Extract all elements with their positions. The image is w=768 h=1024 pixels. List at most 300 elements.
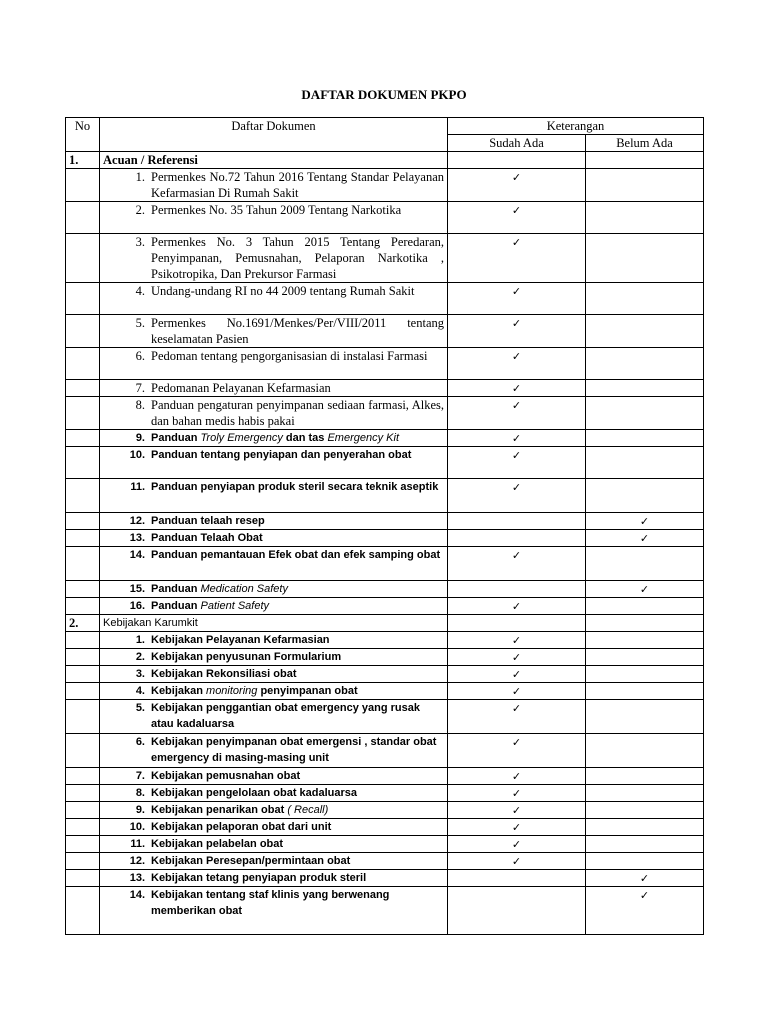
belum-ada-cell bbox=[586, 666, 704, 683]
item-number: 7. bbox=[135, 770, 145, 782]
sudah-ada-cell bbox=[448, 632, 586, 649]
table-row bbox=[66, 768, 704, 785]
item-text-part: Emergency Kit bbox=[327, 432, 399, 444]
row-document-cell bbox=[100, 632, 448, 649]
list-item bbox=[103, 169, 444, 201]
section-sudah-cell bbox=[448, 615, 586, 632]
belum-ada-cell bbox=[586, 581, 704, 598]
row-no-cell bbox=[66, 202, 100, 234]
table-row bbox=[66, 802, 704, 819]
row-document-cell bbox=[100, 666, 448, 683]
row-no-cell bbox=[66, 380, 100, 397]
list-item bbox=[103, 530, 444, 546]
row-document-cell bbox=[100, 397, 448, 430]
sudah-ada-cell bbox=[448, 283, 586, 315]
section-title: Kebijakan Karumkit bbox=[100, 615, 448, 632]
row-no-cell bbox=[66, 348, 100, 380]
row-no-cell bbox=[66, 581, 100, 598]
row-document-cell bbox=[100, 853, 448, 870]
list-item bbox=[103, 870, 444, 886]
list-item bbox=[103, 598, 444, 614]
item-number: 5. bbox=[135, 316, 145, 330]
table-row bbox=[66, 169, 704, 202]
item-text: Kebijakan penyimpanan obat emergensi , standar obat emergency di masing-masing unit bbox=[151, 736, 437, 764]
belum-ada-cell bbox=[586, 430, 704, 447]
table-row bbox=[66, 700, 704, 734]
table-row bbox=[66, 547, 704, 581]
sudah-ada-cell bbox=[448, 887, 586, 935]
item-text: Kebijakan tentang staf klinis yang berwenang memberikan obat bbox=[151, 889, 390, 917]
row-document-cell bbox=[100, 598, 448, 615]
item-text-part: Kebijakan bbox=[151, 685, 207, 697]
belum-ada-cell bbox=[586, 632, 704, 649]
sudah-ada-cell bbox=[448, 380, 586, 397]
item-text: Panduan Telaah Obat bbox=[151, 532, 263, 544]
item-text-part: penyimpanan obat bbox=[257, 685, 358, 697]
table-row bbox=[66, 632, 704, 649]
list-item bbox=[103, 666, 444, 682]
row-document-cell bbox=[100, 348, 448, 380]
belum-ada-cell bbox=[586, 202, 704, 234]
item-text: Panduan telaah resep bbox=[151, 515, 265, 527]
check-mark-icon: ✓ bbox=[511, 481, 522, 494]
section-row bbox=[66, 152, 704, 169]
table-row bbox=[66, 683, 704, 700]
sudah-ada-cell bbox=[448, 598, 586, 615]
sudah-ada-cell bbox=[448, 700, 586, 734]
item-number: 11. bbox=[130, 481, 145, 493]
belum-ada-cell bbox=[586, 802, 704, 819]
table-row bbox=[66, 380, 704, 397]
table-row bbox=[66, 598, 704, 615]
row-no-cell bbox=[66, 397, 100, 430]
check-mark-icon: ✓ bbox=[511, 432, 522, 445]
table-row bbox=[66, 666, 704, 683]
item-number: 8. bbox=[135, 398, 145, 412]
table-row bbox=[66, 581, 704, 598]
row-document-cell bbox=[100, 315, 448, 348]
section-belum-cell bbox=[586, 615, 704, 632]
check-mark-icon: ✓ bbox=[639, 583, 650, 596]
belum-ada-cell bbox=[586, 447, 704, 479]
item-number: 4. bbox=[135, 685, 145, 697]
table-row bbox=[66, 397, 704, 430]
table-row bbox=[66, 836, 704, 853]
row-document-cell bbox=[100, 649, 448, 666]
sudah-ada-cell bbox=[448, 819, 586, 836]
sudah-ada-cell bbox=[448, 666, 586, 683]
list-item bbox=[103, 802, 444, 818]
check-mark-icon: ✓ bbox=[639, 532, 650, 545]
item-number: 8. bbox=[135, 787, 145, 799]
check-mark-icon: ✓ bbox=[511, 855, 522, 868]
belum-ada-cell bbox=[586, 649, 704, 666]
belum-ada-cell bbox=[586, 836, 704, 853]
sudah-ada-cell bbox=[448, 315, 586, 348]
table-row bbox=[66, 315, 704, 348]
check-mark-icon: ✓ bbox=[511, 804, 522, 817]
row-no-cell bbox=[66, 853, 100, 870]
row-document-cell bbox=[100, 683, 448, 700]
row-no-cell bbox=[66, 785, 100, 802]
belum-ada-cell bbox=[586, 683, 704, 700]
row-no-cell bbox=[66, 700, 100, 734]
row-document-cell bbox=[100, 380, 448, 397]
sudah-ada-cell bbox=[448, 169, 586, 202]
check-mark-icon: ✓ bbox=[639, 889, 650, 902]
row-document-cell bbox=[100, 887, 448, 935]
row-document-cell bbox=[100, 202, 448, 234]
item-text-part: monitoring bbox=[206, 685, 258, 697]
item-number: 6. bbox=[135, 736, 145, 748]
list-item bbox=[103, 479, 444, 495]
row-no-cell bbox=[66, 598, 100, 615]
list-item bbox=[103, 234, 444, 282]
table-row bbox=[66, 283, 704, 315]
item-number: 16. bbox=[129, 600, 145, 612]
item-text-part: Panduan bbox=[151, 432, 201, 444]
check-mark-icon: ✓ bbox=[511, 668, 522, 681]
sudah-ada-cell bbox=[448, 649, 586, 666]
sudah-ada-cell bbox=[448, 853, 586, 870]
row-no-cell bbox=[66, 819, 100, 836]
table-row bbox=[66, 430, 704, 447]
item-text: Permenkes No.72 Tahun 2016 Tentang Standar Pelayanan Kefarmasian Di Rumah Sakit bbox=[151, 170, 444, 200]
list-item bbox=[103, 734, 444, 766]
item-text: Pedoman tentang pengorganisasian di instalasi Farmasi bbox=[151, 349, 428, 363]
item-text: Permenkes No. 3 Tahun 2015 Tentang Peredaran, Penyimpanan, Pemusnahan, Pelaporan Narkotika , Psikotropika, Dan Prekursor Farmasi bbox=[151, 235, 444, 281]
check-mark-icon: ✓ bbox=[639, 872, 650, 885]
row-document-cell bbox=[100, 430, 448, 447]
item-number: 5. bbox=[135, 702, 145, 714]
item-text: Panduan pemantauan Efek obat dan efek samping obat bbox=[151, 549, 441, 561]
table-row bbox=[66, 853, 704, 870]
check-mark-icon: ✓ bbox=[511, 204, 522, 217]
item-text: Panduan pengaturan penyimpanan sediaan farmasi, Alkes, dan bahan medis habis pakai bbox=[151, 398, 444, 428]
item-number: 13. bbox=[129, 532, 145, 544]
table-row bbox=[66, 887, 704, 935]
list-item bbox=[103, 397, 444, 429]
row-no-cell bbox=[66, 802, 100, 819]
row-document-cell bbox=[100, 870, 448, 887]
belum-ada-cell bbox=[586, 547, 704, 581]
item-text: Kebijakan Rekonsiliasi obat bbox=[151, 668, 297, 680]
item-text-part: Patient Safety bbox=[200, 600, 270, 612]
row-no-cell bbox=[66, 169, 100, 202]
section-sudah-cell bbox=[448, 152, 586, 169]
item-text: Kebijakan Peresepan/permintaan obat bbox=[151, 855, 351, 867]
item-number: 9. bbox=[135, 804, 145, 816]
check-mark-icon: ✓ bbox=[511, 399, 522, 412]
item-number: 2. bbox=[135, 203, 145, 217]
item-number: 9. bbox=[135, 432, 145, 444]
sudah-ada-cell bbox=[448, 802, 586, 819]
sudah-ada-cell bbox=[448, 447, 586, 479]
check-mark-icon: ✓ bbox=[511, 787, 522, 800]
document-table bbox=[65, 117, 704, 935]
sudah-ada-cell bbox=[448, 234, 586, 283]
sudah-ada-cell bbox=[448, 348, 586, 380]
row-document-cell bbox=[100, 513, 448, 530]
table-row bbox=[66, 447, 704, 479]
header-belum-ada: Belum Ada bbox=[586, 135, 704, 152]
list-item bbox=[103, 547, 444, 563]
belum-ada-cell bbox=[586, 530, 704, 547]
check-mark-icon: ✓ bbox=[511, 736, 522, 749]
check-mark-icon: ✓ bbox=[511, 685, 522, 698]
belum-ada-cell bbox=[586, 513, 704, 530]
belum-ada-cell bbox=[586, 380, 704, 397]
row-document-cell bbox=[100, 785, 448, 802]
table-row bbox=[66, 734, 704, 768]
belum-ada-cell bbox=[586, 768, 704, 785]
table-row bbox=[66, 530, 704, 547]
item-text-part: ( Recall) bbox=[287, 804, 329, 816]
belum-ada-cell bbox=[586, 348, 704, 380]
list-item bbox=[103, 430, 444, 446]
belum-ada-cell bbox=[586, 819, 704, 836]
check-mark-icon: ✓ bbox=[511, 821, 522, 834]
row-document-cell bbox=[100, 819, 448, 836]
row-no-cell bbox=[66, 283, 100, 315]
item-number: 11. bbox=[130, 838, 145, 850]
item-text: Permenkes No.1691/Menkes/Per/VIII/2011 tentang keselamatan Pasien bbox=[151, 316, 444, 346]
header-row-1 bbox=[66, 118, 704, 135]
table-row bbox=[66, 870, 704, 887]
row-no-cell bbox=[66, 430, 100, 447]
row-no-cell bbox=[66, 530, 100, 547]
belum-ada-cell bbox=[586, 785, 704, 802]
item-text: Kebijakan Pelayanan Kefarmasian bbox=[151, 634, 330, 646]
belum-ada-cell bbox=[586, 479, 704, 513]
row-document-cell bbox=[100, 234, 448, 283]
header-sudah-ada: Sudah Ada bbox=[448, 135, 586, 152]
check-mark-icon: ✓ bbox=[511, 449, 522, 462]
item-text-part: Kebijakan penarikan obat bbox=[151, 804, 288, 816]
item-text: Kebijakan penyusunan Formularium bbox=[151, 651, 342, 663]
sudah-ada-cell bbox=[448, 547, 586, 581]
item-number: 14. bbox=[129, 889, 145, 901]
sudah-ada-cell bbox=[448, 870, 586, 887]
section-row bbox=[66, 615, 704, 632]
row-no-cell bbox=[66, 683, 100, 700]
sudah-ada-cell bbox=[448, 513, 586, 530]
belum-ada-cell bbox=[586, 734, 704, 768]
list-item bbox=[103, 513, 444, 529]
item-text: Permenkes No. 35 Tahun 2009 Tentang Narkotika bbox=[151, 203, 402, 217]
item-number: 3. bbox=[135, 668, 145, 680]
check-mark-icon: ✓ bbox=[511, 770, 522, 783]
section-number: 2. bbox=[66, 615, 100, 632]
list-item bbox=[103, 887, 444, 919]
row-no-cell bbox=[66, 870, 100, 887]
row-document-cell bbox=[100, 768, 448, 785]
item-number: 15. bbox=[129, 583, 145, 595]
row-no-cell bbox=[66, 447, 100, 479]
sudah-ada-cell bbox=[448, 202, 586, 234]
check-mark-icon: ✓ bbox=[511, 350, 522, 363]
item-text: Kebijakan pelaporan obat dari unit bbox=[151, 821, 332, 833]
item-text: Panduan penyiapan produk steril secara teknik aseptik bbox=[151, 481, 439, 493]
item-text: Kebijakan penggantian obat emergency yang rusak atau kadaluarsa bbox=[151, 702, 420, 730]
list-item bbox=[103, 581, 444, 597]
belum-ada-cell bbox=[586, 315, 704, 348]
check-mark-icon: ✓ bbox=[511, 236, 522, 249]
item-text bbox=[151, 802, 444, 818]
item-text bbox=[151, 430, 444, 446]
item-number: 10. bbox=[129, 449, 145, 461]
section-number: 1. bbox=[66, 152, 100, 169]
header-keterangan: Keterangan bbox=[448, 118, 704, 135]
row-document-cell bbox=[100, 836, 448, 853]
document-title: DAFTAR DOKUMEN PKPO bbox=[301, 87, 467, 102]
item-number: 6. bbox=[135, 349, 145, 363]
belum-ada-cell bbox=[586, 700, 704, 734]
item-number: 4. bbox=[135, 284, 145, 298]
table-row bbox=[66, 819, 704, 836]
list-item bbox=[103, 315, 444, 347]
list-item bbox=[103, 853, 444, 869]
item-text-part: dan tas bbox=[282, 432, 328, 444]
list-item bbox=[103, 348, 444, 364]
list-item bbox=[103, 819, 444, 835]
list-item bbox=[103, 836, 444, 852]
row-no-cell bbox=[66, 513, 100, 530]
table-row bbox=[66, 513, 704, 530]
row-no-cell bbox=[66, 547, 100, 581]
list-item bbox=[103, 202, 444, 218]
table-row bbox=[66, 234, 704, 283]
table-row bbox=[66, 202, 704, 234]
item-text-part: Panduan bbox=[151, 583, 201, 595]
item-number: 3. bbox=[135, 235, 145, 249]
table-row bbox=[66, 785, 704, 802]
row-document-cell bbox=[100, 169, 448, 202]
list-item bbox=[103, 380, 444, 396]
row-no-cell bbox=[66, 887, 100, 935]
table-row bbox=[66, 479, 704, 513]
list-item bbox=[103, 632, 444, 648]
list-item bbox=[103, 683, 444, 699]
item-text: Kebijakan pemusnahan obat bbox=[151, 770, 301, 782]
item-number: 10. bbox=[129, 821, 145, 833]
belum-ada-cell bbox=[586, 887, 704, 935]
row-no-cell bbox=[66, 315, 100, 348]
check-mark-icon: ✓ bbox=[511, 285, 522, 298]
row-document-cell bbox=[100, 581, 448, 598]
item-text bbox=[151, 683, 444, 699]
item-text bbox=[151, 581, 444, 597]
list-item bbox=[103, 649, 444, 665]
row-no-cell bbox=[66, 234, 100, 283]
row-document-cell bbox=[100, 530, 448, 547]
check-mark-icon: ✓ bbox=[511, 549, 522, 562]
check-mark-icon: ✓ bbox=[639, 515, 650, 528]
list-item bbox=[103, 700, 444, 732]
sudah-ada-cell bbox=[448, 397, 586, 430]
row-no-cell bbox=[66, 768, 100, 785]
item-number: 13. bbox=[129, 872, 145, 884]
row-document-cell bbox=[100, 479, 448, 513]
item-text-part: Troly Emergency bbox=[200, 432, 283, 444]
sudah-ada-cell bbox=[448, 530, 586, 547]
item-text-part: Medication Safety bbox=[200, 583, 288, 595]
check-mark-icon: ✓ bbox=[511, 382, 522, 395]
row-no-cell bbox=[66, 479, 100, 513]
item-text: Panduan tentang penyiapan dan penyerahan obat bbox=[151, 449, 412, 461]
check-mark-icon: ✓ bbox=[511, 702, 522, 715]
belum-ada-cell bbox=[586, 598, 704, 615]
belum-ada-cell bbox=[586, 870, 704, 887]
row-document-cell bbox=[100, 700, 448, 734]
item-number: 12. bbox=[129, 515, 145, 527]
check-mark-icon: ✓ bbox=[511, 317, 522, 330]
sudah-ada-cell bbox=[448, 734, 586, 768]
sudah-ada-cell bbox=[448, 785, 586, 802]
row-document-cell bbox=[100, 802, 448, 819]
belum-ada-cell bbox=[586, 853, 704, 870]
check-mark-icon: ✓ bbox=[511, 838, 522, 851]
check-mark-icon: ✓ bbox=[511, 634, 522, 647]
item-number: 12. bbox=[129, 855, 145, 867]
table-row bbox=[66, 649, 704, 666]
list-item bbox=[103, 785, 444, 801]
sudah-ada-cell bbox=[448, 479, 586, 513]
item-text: Kebijakan tetang penyiapan produk steril bbox=[151, 872, 367, 884]
list-item bbox=[103, 447, 444, 463]
table-row bbox=[66, 348, 704, 380]
section-belum-cell bbox=[586, 152, 704, 169]
sudah-ada-cell bbox=[448, 836, 586, 853]
row-document-cell bbox=[100, 283, 448, 315]
row-no-cell bbox=[66, 836, 100, 853]
belum-ada-cell bbox=[586, 283, 704, 315]
item-text: Kebijakan pelabelan obat bbox=[151, 838, 284, 850]
sudah-ada-cell bbox=[448, 581, 586, 598]
item-text: Undang-undang RI no 44 2009 tentang Rumah Sakit bbox=[151, 284, 415, 298]
header-no: No bbox=[66, 118, 100, 152]
item-number: 2. bbox=[135, 651, 145, 663]
item-number: 1. bbox=[135, 170, 145, 184]
header-daftar-dokumen: Daftar Dokumen bbox=[100, 118, 448, 152]
list-item bbox=[103, 768, 444, 784]
item-text: Kebijakan pengelolaan obat kadaluarsa bbox=[151, 787, 358, 799]
section-title: Acuan / Referensi bbox=[100, 152, 448, 169]
sudah-ada-cell bbox=[448, 430, 586, 447]
row-no-cell bbox=[66, 666, 100, 683]
row-document-cell bbox=[100, 734, 448, 768]
item-text-part: Panduan bbox=[151, 600, 201, 612]
belum-ada-cell bbox=[586, 397, 704, 430]
check-mark-icon: ✓ bbox=[511, 171, 522, 184]
list-item bbox=[103, 283, 444, 299]
item-number: 1. bbox=[135, 634, 145, 646]
check-mark-icon: ✓ bbox=[511, 600, 522, 613]
sudah-ada-cell bbox=[448, 768, 586, 785]
item-text bbox=[151, 598, 444, 614]
sudah-ada-cell bbox=[448, 683, 586, 700]
belum-ada-cell bbox=[586, 169, 704, 202]
item-number: 14. bbox=[129, 549, 145, 561]
row-no-cell bbox=[66, 734, 100, 768]
row-no-cell bbox=[66, 649, 100, 666]
belum-ada-cell bbox=[586, 234, 704, 283]
item-text: Pedomanan Pelayanan Kefarmasian bbox=[151, 381, 331, 395]
row-document-cell bbox=[100, 447, 448, 479]
item-number: 7. bbox=[135, 381, 145, 395]
check-mark-icon: ✓ bbox=[511, 651, 522, 664]
row-document-cell bbox=[100, 547, 448, 581]
